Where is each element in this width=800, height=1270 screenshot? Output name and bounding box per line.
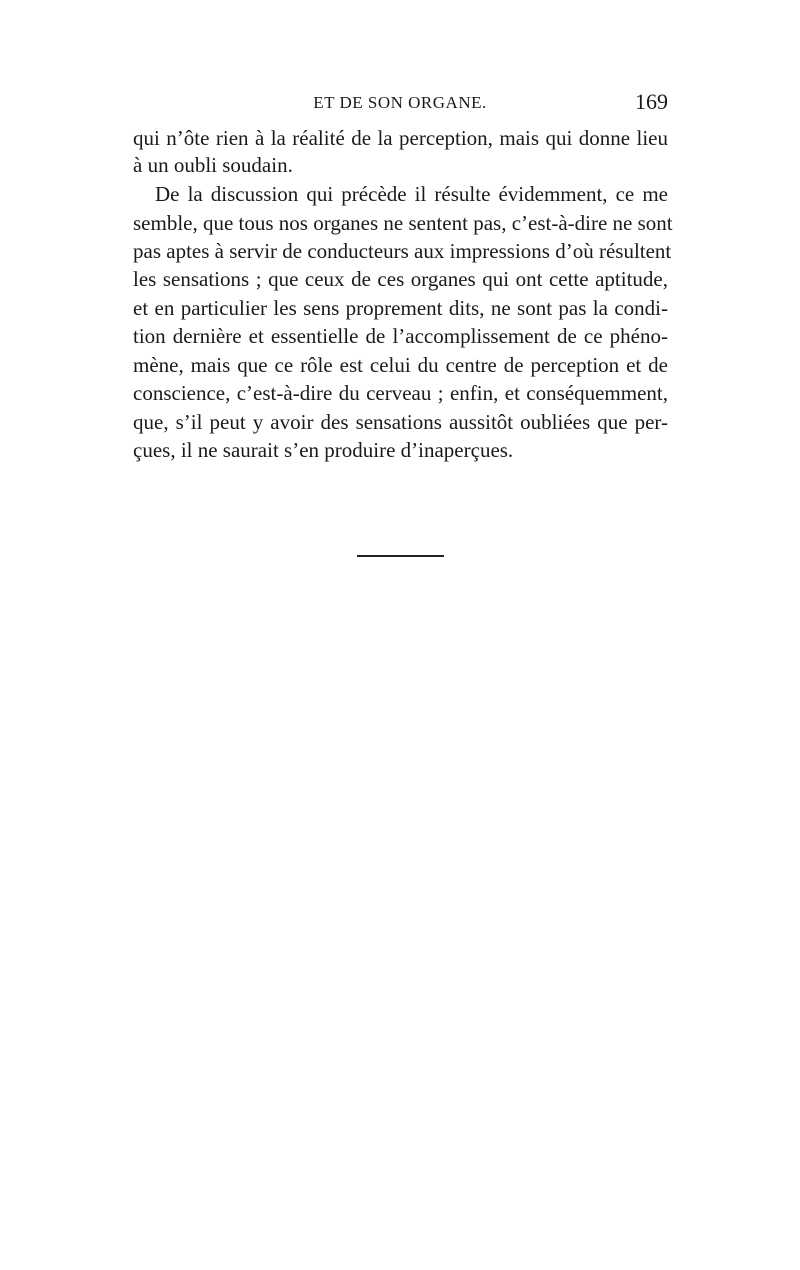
text-line: que, s’il peut y avoir des sensations aussitôt oubliées que per- bbox=[133, 410, 668, 434]
text-line: semble, que tous nos organes ne sentent pas, c’est-à-dire ne sont bbox=[133, 211, 673, 235]
text-line: çues, il ne saurait s’en produire d’inaperçues. bbox=[133, 438, 514, 462]
text-line: conscience, c’est-à-dire du cerveau ; enfin, et conséquemment, bbox=[133, 381, 668, 405]
text-line: tion dernière et essentielle de l’accomplissement de ce phéno- bbox=[133, 324, 668, 348]
running-title: ET DE SON ORGANE. bbox=[313, 93, 487, 112]
text-line: pas aptes à servir de conducteurs aux impressions d’où résultent bbox=[133, 239, 672, 263]
text-line: les sensations ; que ceux de ces organes qui ont cette aptitude, bbox=[133, 267, 668, 291]
text-line: qui n’ôte rien à la réalité de la perception, mais qui donne lieu bbox=[133, 126, 668, 150]
text-line: et en particulier les sens proprement dits, ne sont pas la condi- bbox=[133, 296, 668, 320]
text-line: à un oubli soudain. bbox=[133, 153, 293, 177]
section-end-rule bbox=[357, 555, 444, 557]
page-number: 169 bbox=[635, 89, 668, 114]
text-line: mène, mais que ce rôle est celui du centre de perception et de bbox=[133, 353, 668, 377]
text-line: De la discussion qui précède il résulte évidemment, ce me bbox=[155, 182, 668, 206]
